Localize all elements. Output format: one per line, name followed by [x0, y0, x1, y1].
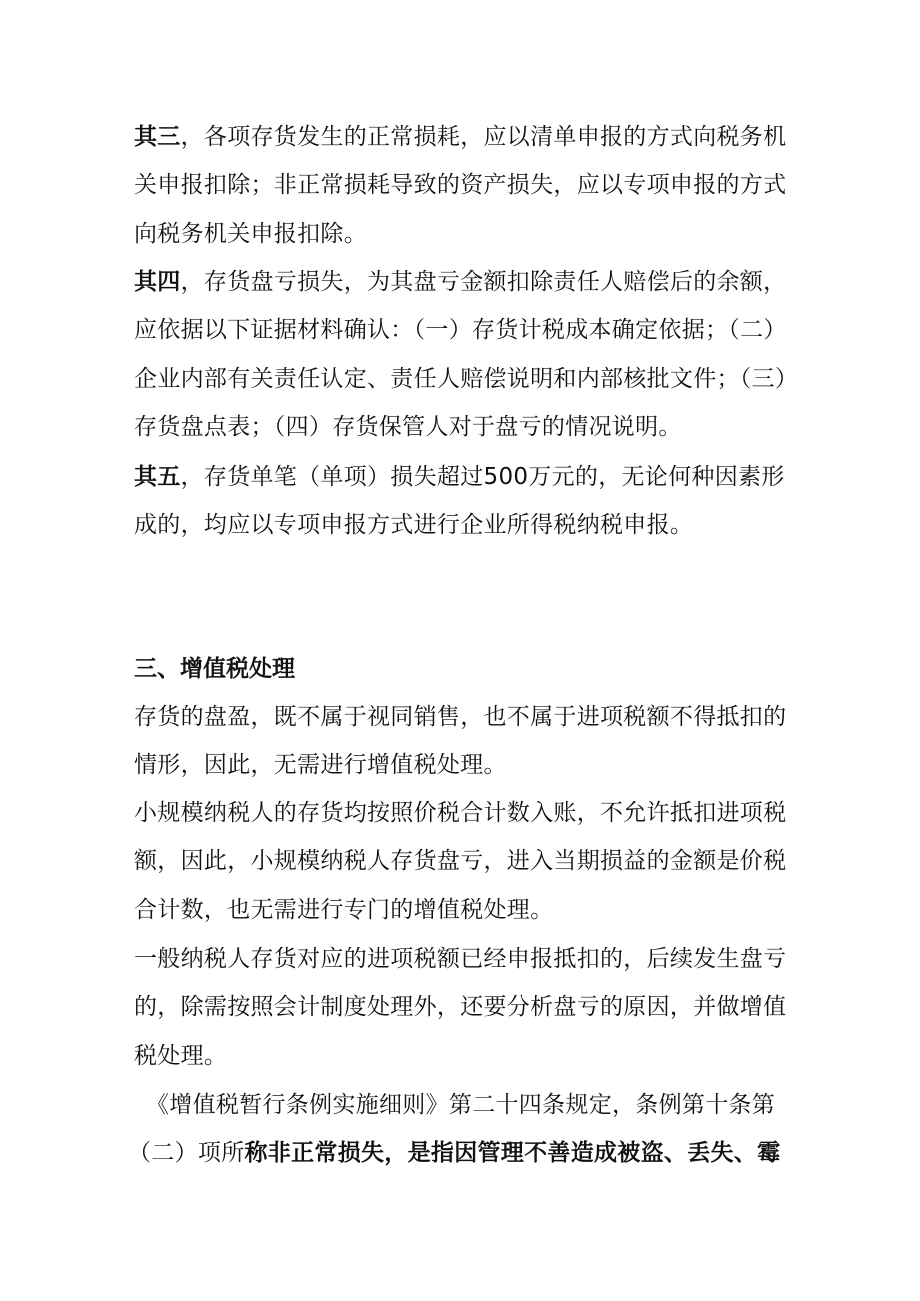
- section-paragraph-3: [134, 935, 794, 1080]
- section-paragraph-4: [146, 1081, 806, 1129]
- paragraph-item-4: [134, 258, 799, 451]
- paragraph-line: ，存货单笔（单项）损失超过500万元的，无论何种因素形: [180, 464, 785, 490]
- paragraph-item-5: [134, 453, 794, 550]
- section-paragraph-2: [134, 789, 794, 934]
- section-paragraph-1: [134, 693, 794, 790]
- paragraph-line: 一般纳税人存货对应的进项税额已经申报抵扣的，后续发生盘亏: [134, 946, 787, 972]
- paragraph-line: 合计数，也无需进行专门的增值税处理。: [134, 896, 554, 923]
- paragraph-line: 向税务机关申报扣除。: [134, 220, 367, 247]
- paragraph-line: 额，因此，小规模纳税人存货盘亏，进入当期损益的金额是价税: [134, 848, 787, 875]
- paragraph-lead: 其四: [134, 269, 181, 295]
- paragraph-line: 成的，均应以专项申报方式进行企业所得税纳税申报。: [134, 512, 694, 539]
- paragraph-line: 存货的盘盈，既不属于视同销售，也不属于进项税额不得抵扣的: [134, 704, 787, 730]
- paragraph-line: ，存货盘亏损失，为其盘亏金额扣除责任人赔偿后的余额，: [180, 269, 787, 295]
- paragraph-line: 《增值税暂行条例实施细则》第二十四条规定，条例第十条第: [146, 1092, 776, 1118]
- paragraph-line: 税处理。: [134, 1042, 228, 1069]
- section-paragraph-4-cont: [128, 1129, 788, 1177]
- paragraph-lead: 其三: [134, 124, 181, 150]
- section-heading: 三、增值税处理: [134, 656, 295, 682]
- paragraph-lead: 其五: [134, 464, 181, 490]
- paragraph-line: （二）项所: [128, 1140, 245, 1166]
- paragraph-line: 存货盘点表；（四）存货保管人对于盘亏的情况说明。: [134, 413, 682, 440]
- paragraph-line: 的，除需按照会计制度处理外，还要分析盘亏的原因，并做增值: [134, 994, 787, 1021]
- paragraph-line: 应依据以下证据材料确认：（一）存货计税成本确定依据；（二）: [134, 317, 787, 344]
- paragraph-line: ，各项存货发生的正常损耗，应以清单申报的方式向税务机: [180, 124, 787, 150]
- paragraph-item-3: [134, 113, 794, 258]
- paragraph-line: 企业内部有关责任认定、责任人赔偿说明和内部核批文件；（三）: [134, 365, 799, 392]
- paragraph-line: 关申报扣除；非正常损耗导致的资产损失，应以专项申报的方式: [134, 172, 787, 199]
- paragraph-line: 情形，因此，无需进行增值税处理。: [134, 752, 507, 779]
- emphasis-text: 称非正常损失，是指因管理不善造成被盗、丢失、霉: [244, 1140, 781, 1166]
- paragraph-line: 小规模纳税人的存货均按照价税合计数入账，不允许抵扣进项税: [134, 800, 787, 826]
